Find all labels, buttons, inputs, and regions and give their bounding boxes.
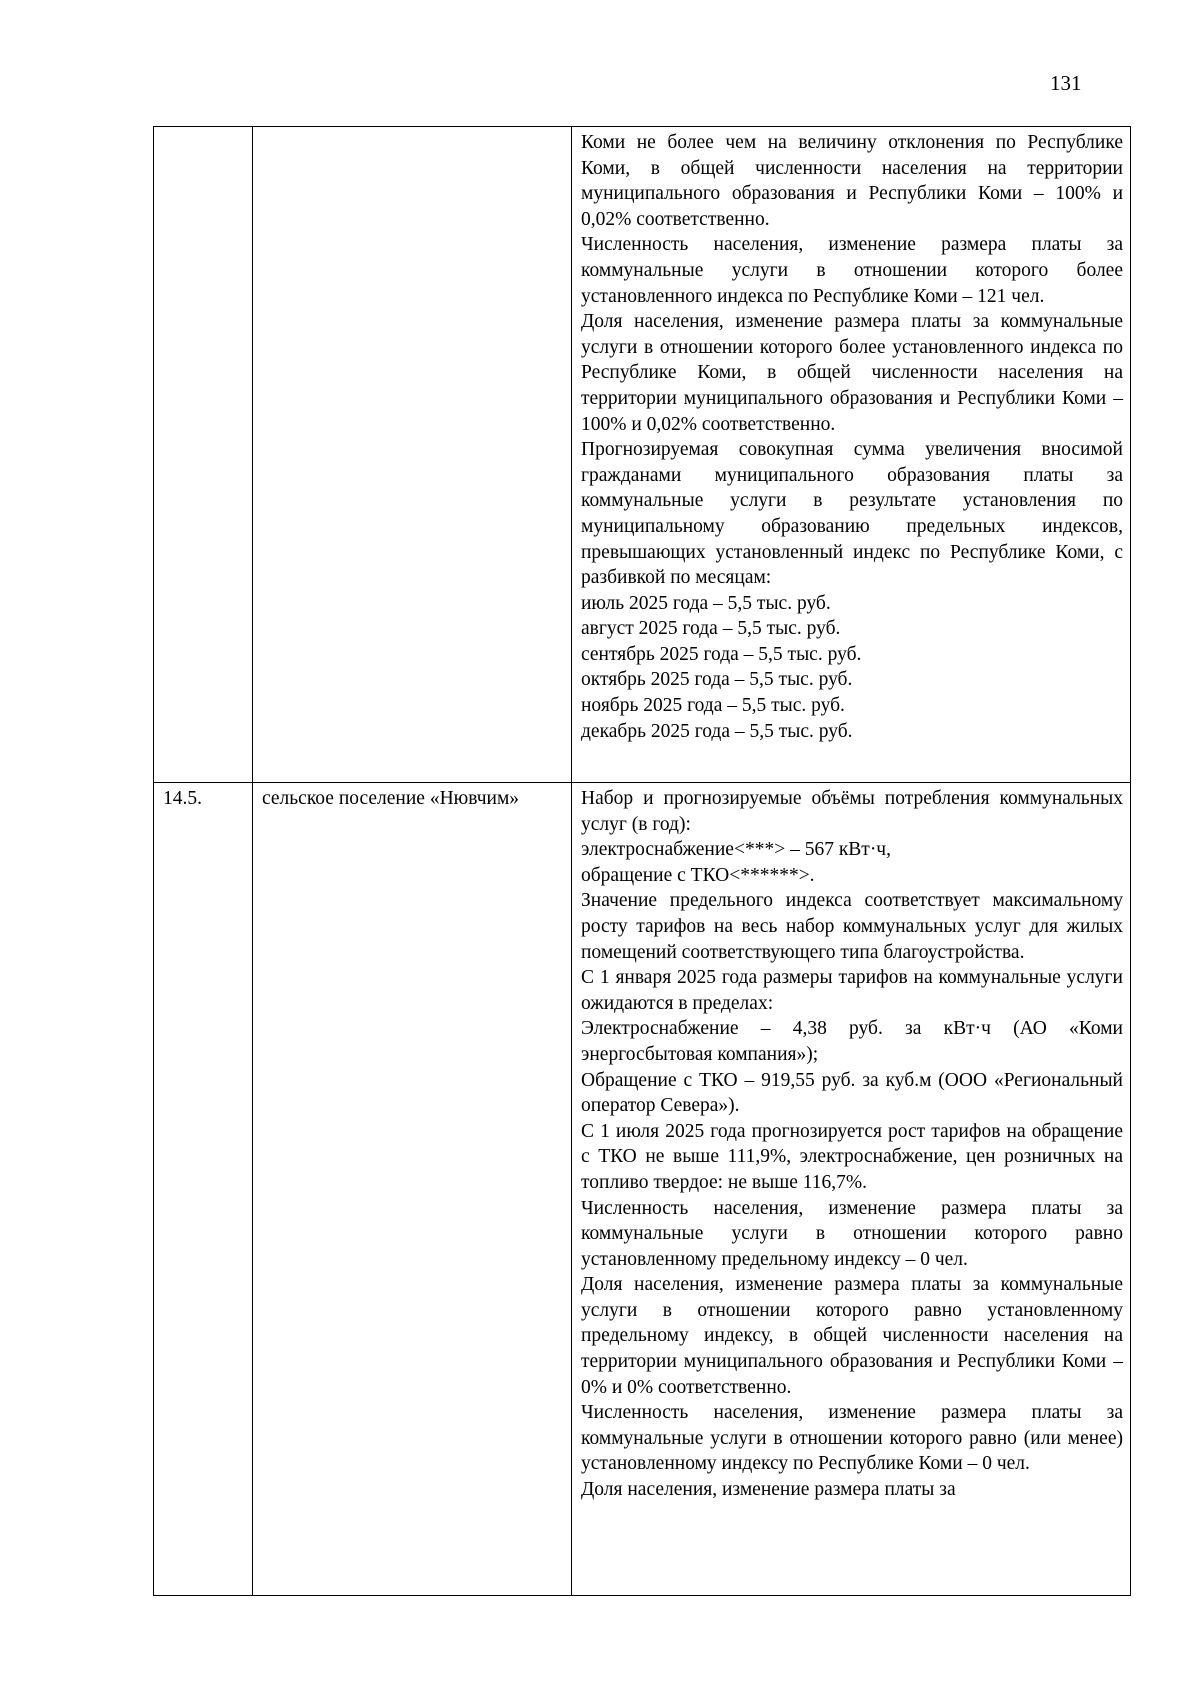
description-text xyxy=(572,127,1130,744)
paragraph: сентябрь 2025 года – 5,5 тыс. руб. xyxy=(581,643,862,665)
paragraph: Доля населения, изменение размера платы за xyxy=(581,1479,956,1501)
row-number-cell xyxy=(154,127,253,783)
paragraph: Численность населения, изменение размера платы за коммунальные услуги в отношении которого равно установленному предельному индексу – 0 чел. xyxy=(581,1197,1123,1270)
paragraph: август 2025 года – 5,5 тыс. руб. xyxy=(581,618,841,640)
description-text xyxy=(572,783,1130,1503)
paragraph: обращение с ТКО<******>. xyxy=(581,864,815,886)
municipality-name-cell xyxy=(253,127,572,783)
paragraph: электроснабжение<***> – 567 кВт·ч, xyxy=(581,839,891,861)
row-number-cell xyxy=(154,783,253,1596)
paragraph: Прогнозируемая совокупная сумма увеличения вносимой гражданами муниципального образования платы за коммунальные услуги в результате установления по муниципальному образованию предельных индексов, превышающих установленный индекс по Республике Коми, с разбивкой по месяцам: xyxy=(581,439,1123,589)
paragraph: Доля населения, изменение размера платы за коммунальные услуги в отношении которого более установленного индекса по Республике Коми, в общей численности населения на территории муниципального образования и Республики Коми – 100% и 0,02% соответственно. xyxy=(581,311,1123,435)
description-cell xyxy=(572,783,1131,1596)
paragraph: Значение предельного индекса соответствует максимальному росту тарифов на весь набор коммунальных услуг для жилых помещений соответствующего типа благоустройства. xyxy=(581,890,1123,963)
paragraph: Коми не более чем на величину отклонения по Республике Коми, в общей численности населения на территории муниципального образования и Республики Коми – 100% и 0,02% соответственно. xyxy=(581,132,1123,230)
paragraph: Обращение с ТКО – 919,55 руб. за куб.м (ООО «Региональный оператор Севера»). xyxy=(581,1069,1123,1117)
municipality-name: сельское поселение «Нювчим» xyxy=(262,788,520,809)
paragraph: декабрь 2025 года – 5,5 тыс. руб. xyxy=(581,720,853,742)
table-row xyxy=(154,127,1131,783)
paragraph: Электроснабжение – 4,38 руб. за кВт·ч (АО «Коми энергосбытовая компания»); xyxy=(581,1018,1123,1065)
paragraph: С 1 июля 2025 года прогнозируется рост тарифов на обращение с ТКО не выше 111,9%, электроснабжение, цен розничных на топливо твердое: не выше 116,7%. xyxy=(581,1120,1123,1193)
paragraph: июль 2025 года – 5,5 тыс. руб. xyxy=(581,592,831,614)
paragraph: Доля населения, изменение размера платы за коммунальные услуги в отношении которого равно установленному предельному индексу, в общей численности населения на территории муниципального образования и Республики Коми – 0% и 0% соответственно. xyxy=(581,1274,1123,1398)
row-number: 14.5. xyxy=(163,788,202,809)
paragraph: С 1 января 2025 года размеры тарифов на коммунальные услуги ожидаются в пределах: xyxy=(581,967,1123,1014)
paragraph: Численность населения, изменение размера платы за коммунальные услуги в отношении которого равно (или менее) установленному индексу по Республике Коми – 0 чел. xyxy=(581,1402,1123,1475)
paragraph: октябрь 2025 года – 5,5 тыс. руб. xyxy=(581,669,853,691)
paragraph: Численность населения, изменение размера платы за коммунальные услуги в отношении которого более установленного индекса по Республике Коми – 121 чел. xyxy=(581,234,1123,307)
document-table xyxy=(153,126,1131,1596)
row-number xyxy=(154,127,252,130)
description-cell xyxy=(572,127,1131,783)
paragraph: ноябрь 2025 года – 5,5 тыс. руб. xyxy=(581,695,845,717)
municipality-name xyxy=(253,127,571,130)
paragraph: Набор и прогнозируемые объёмы потребления коммунальных услуг (в год): xyxy=(581,788,1123,835)
table-row xyxy=(154,783,1131,1596)
municipality-name-cell xyxy=(253,783,572,1596)
page-number: 131 xyxy=(1050,71,1082,95)
